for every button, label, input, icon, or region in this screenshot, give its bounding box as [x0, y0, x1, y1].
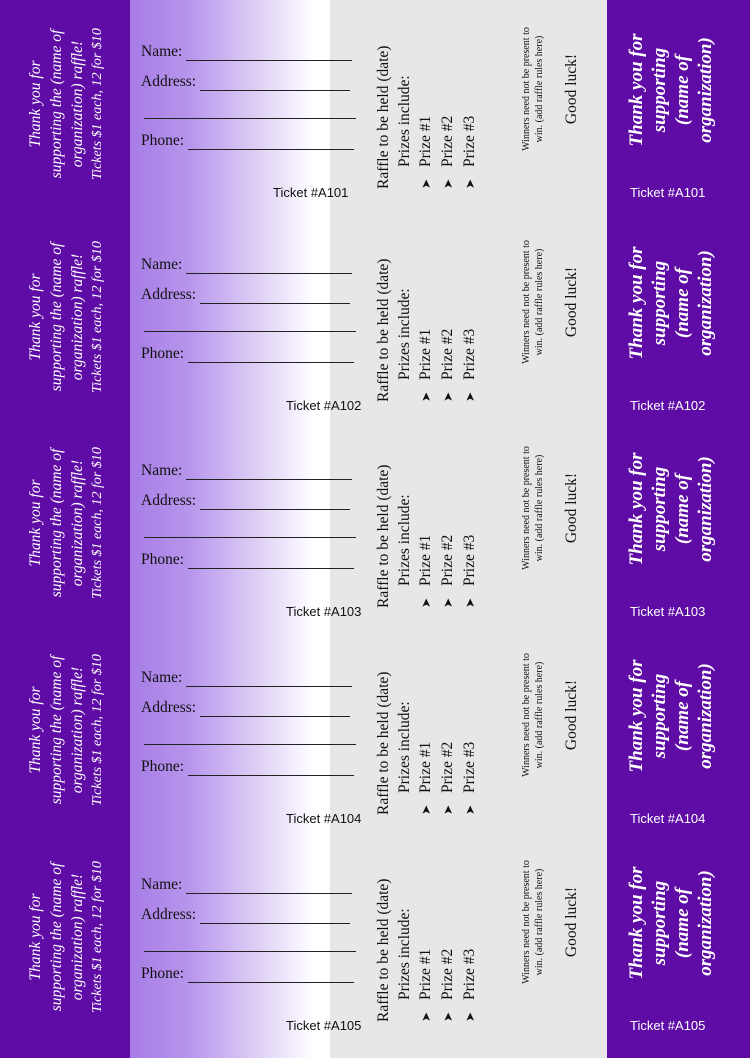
phone-line	[188, 981, 354, 983]
stub-line-1: Thank you for	[26, 479, 44, 567]
prize-item: ➤Prize #1	[415, 742, 437, 815]
stub-line-4: Tickets $1 each, 12 for $10	[89, 241, 105, 393]
arrowhead-icon: ➤	[441, 597, 455, 608]
rules-line-1: Winners need not be present to	[521, 860, 532, 984]
org-line-2: supporting	[649, 260, 670, 346]
phone-label: Phone:	[141, 551, 185, 568]
name-field[interactable]	[141, 462, 352, 480]
thank-you-message	[621, 636, 721, 796]
phone-line	[188, 148, 354, 150]
org-line-1: Thank you for	[626, 33, 647, 147]
address-line	[200, 922, 350, 924]
stub-message	[12, 640, 120, 820]
arrowhead-icon: ➤	[463, 597, 477, 608]
org-line-1: Thank you for	[626, 866, 647, 980]
address-line-2[interactable]	[144, 331, 356, 332]
raffle-ticket	[0, 419, 750, 626]
arrowhead-icon: ➤	[441, 1011, 455, 1022]
stub-message	[12, 847, 120, 1027]
prize-item: ➤Prize #2	[437, 949, 459, 1022]
stub-line-4: Tickets $1 each, 12 for $10	[89, 861, 105, 1013]
org-line-2: supporting	[649, 880, 670, 966]
address-field[interactable]	[141, 73, 350, 91]
prize-item: ➤Prize #2	[437, 535, 459, 608]
prize-item: ➤Prize #3	[459, 329, 481, 402]
address-line	[200, 715, 350, 717]
phone-field[interactable]	[141, 345, 354, 363]
name-field[interactable]	[141, 669, 352, 687]
org-line-3: (name of	[672, 887, 693, 959]
raffle-rules	[517, 423, 549, 593]
raffle-held: Raffle to be held (date)	[375, 671, 392, 815]
prize-item: ➤Prize #1	[415, 329, 437, 402]
ticket-number-right: Ticket #A103	[630, 604, 706, 619]
rules-line-1: Winners need not be present to	[521, 27, 532, 151]
address-label: Address:	[141, 699, 197, 716]
phone-field[interactable]	[141, 132, 354, 150]
arrowhead-icon: ➤	[441, 804, 455, 815]
address-label: Address:	[141, 286, 197, 303]
stub-line-1: Thank you for	[26, 60, 44, 148]
stub-line-4: Tickets $1 each, 12 for $10	[89, 654, 105, 806]
raffle-rules	[517, 4, 549, 174]
prizes-include: Prizes include:	[396, 75, 413, 167]
raffle-held: Raffle to be held (date)	[375, 464, 392, 608]
phone-label: Phone:	[141, 965, 185, 982]
stub-line-3: organization) raffle!	[68, 253, 86, 381]
name-field[interactable]	[141, 256, 352, 274]
rules-line-1: Winners need not be present to	[521, 240, 532, 364]
raffle-held: Raffle to be held (date)	[375, 258, 392, 402]
raffle-info	[372, 854, 482, 1022]
arrowhead-icon: ➤	[419, 391, 433, 402]
org-line-4: organization)	[695, 870, 716, 976]
raffle-info	[372, 647, 482, 815]
arrowhead-icon: ➤	[463, 804, 477, 815]
name-line	[186, 685, 352, 687]
raffle-rules	[517, 217, 549, 387]
stub-line-2: supporting the (name of	[47, 242, 65, 392]
org-line-3: (name of	[672, 473, 693, 545]
prize-item: ➤Prize #1	[415, 949, 437, 1022]
address-label: Address:	[141, 906, 197, 923]
raffle-held: Raffle to be held (date)	[375, 45, 392, 189]
org-line-3: (name of	[672, 54, 693, 126]
arrowhead-icon: ➤	[463, 391, 477, 402]
address-line-2[interactable]	[144, 118, 356, 119]
org-line-3: (name of	[672, 680, 693, 752]
arrowhead-icon: ➤	[441, 391, 455, 402]
stub-line-2: supporting the (name of	[47, 29, 65, 179]
raffle-held: Raffle to be held (date)	[375, 878, 392, 1022]
thank-you-message	[621, 843, 721, 1003]
rules-line-2: win. (add raffle rules here)	[534, 35, 545, 143]
phone-label: Phone:	[141, 758, 185, 775]
org-line-1: Thank you for	[626, 452, 647, 566]
thank-you-message	[621, 223, 721, 383]
name-label: Name:	[141, 43, 183, 60]
org-line-1: Thank you for	[626, 659, 647, 773]
prize-item: ➤Prize #3	[459, 949, 481, 1022]
good-luck: Good luck!	[563, 679, 580, 751]
raffle-info	[372, 440, 482, 608]
ticket-number-left: Ticket #A101	[273, 185, 349, 200]
stub-message	[12, 227, 120, 407]
ticket-number-right: Ticket #A104	[630, 811, 706, 826]
phone-field[interactable]	[141, 965, 354, 983]
phone-line	[188, 361, 354, 363]
raffle-ticket	[0, 213, 750, 420]
ticket-number-right: Ticket #A102	[630, 398, 706, 413]
prize-item: ➤Prize #2	[437, 742, 459, 815]
prize-item: ➤Prize #1	[415, 535, 437, 608]
stub-line-1: Thank you for	[26, 273, 44, 361]
raffle-info	[372, 21, 482, 189]
good-luck: Good luck!	[563, 472, 580, 544]
name-field[interactable]	[141, 43, 352, 61]
address-label: Address:	[141, 492, 197, 509]
arrowhead-icon: ➤	[463, 1011, 477, 1022]
raffle-rules	[517, 630, 549, 800]
prize-item: ➤Prize #2	[437, 116, 459, 189]
phone-line	[188, 567, 354, 569]
prizes-include: Prizes include:	[396, 908, 413, 1000]
rules-line-2: win. (add raffle rules here)	[534, 248, 545, 356]
rules-line-2: win. (add raffle rules here)	[534, 661, 545, 769]
rules-line-2: win. (add raffle rules here)	[534, 868, 545, 976]
address-line-2[interactable]	[144, 744, 356, 745]
rules-line-2: win. (add raffle rules here)	[534, 454, 545, 562]
prizes-include: Prizes include:	[396, 494, 413, 586]
stub-line-1: Thank you for	[26, 686, 44, 774]
raffle-info	[372, 234, 482, 402]
stub-line-2: supporting the (name of	[47, 655, 65, 805]
name-line	[186, 272, 352, 274]
name-line	[186, 59, 352, 61]
prize-item: ➤Prize #2	[437, 329, 459, 402]
address-field[interactable]	[141, 906, 350, 924]
rules-line-1: Winners need not be present to	[521, 653, 532, 777]
name-line	[186, 892, 352, 894]
arrowhead-icon: ➤	[463, 178, 477, 189]
rules-line-1: Winners need not be present to	[521, 446, 532, 570]
arrowhead-icon: ➤	[419, 1011, 433, 1022]
phone-label: Phone:	[141, 132, 185, 149]
arrowhead-icon: ➤	[419, 178, 433, 189]
good-luck: Good luck!	[563, 53, 580, 125]
org-line-2: supporting	[649, 673, 670, 759]
address-line	[200, 508, 350, 510]
address-field[interactable]	[141, 699, 350, 717]
phone-line	[188, 774, 354, 776]
ticket-number-left: Ticket #A105	[286, 1018, 362, 1033]
stub-line-4: Tickets $1 each, 12 for $10	[89, 447, 105, 599]
address-line	[200, 89, 350, 91]
name-label: Name:	[141, 876, 183, 893]
name-label: Name:	[141, 462, 183, 479]
thank-you-message	[621, 10, 721, 170]
stub-message	[12, 14, 120, 194]
stub-line-2: supporting the (name of	[47, 862, 65, 1012]
org-line-4: organization)	[695, 37, 716, 143]
address-field[interactable]	[141, 492, 350, 510]
good-luck: Good luck!	[563, 886, 580, 958]
address-line	[200, 302, 350, 304]
prize-item: ➤Prize #3	[459, 116, 481, 189]
org-line-3: (name of	[672, 267, 693, 339]
arrowhead-icon: ➤	[419, 597, 433, 608]
arrowhead-icon: ➤	[419, 804, 433, 815]
stub-line-3: organization) raffle!	[68, 873, 86, 1001]
address-line-2[interactable]	[144, 537, 356, 538]
stub-line-3: organization) raffle!	[68, 40, 86, 168]
stub-line-4: Tickets $1 each, 12 for $10	[89, 28, 105, 180]
address-field[interactable]	[141, 286, 350, 304]
raffle-rules	[517, 837, 549, 1007]
stub-line-2: supporting the (name of	[47, 448, 65, 598]
phone-label: Phone:	[141, 345, 185, 362]
name-label: Name:	[141, 256, 183, 273]
stub-line-3: organization) raffle!	[68, 666, 86, 794]
org-line-2: supporting	[649, 466, 670, 552]
address-line-2[interactable]	[144, 951, 356, 952]
ticket-number-left: Ticket #A103	[286, 604, 362, 619]
name-line	[186, 478, 352, 480]
arrowhead-icon: ➤	[441, 178, 455, 189]
phone-field[interactable]	[141, 551, 354, 569]
name-label: Name:	[141, 669, 183, 686]
ticket-number-right: Ticket #A105	[630, 1018, 706, 1033]
phone-field[interactable]	[141, 758, 354, 776]
ticket-number-left: Ticket #A104	[286, 811, 362, 826]
prize-item: ➤Prize #3	[459, 535, 481, 608]
org-line-4: organization)	[695, 250, 716, 356]
org-line-4: organization)	[695, 456, 716, 562]
raffle-ticket	[0, 833, 750, 1040]
good-luck: Good luck!	[563, 266, 580, 338]
raffle-ticket	[0, 626, 750, 833]
prizes-include: Prizes include:	[396, 288, 413, 380]
org-line-4: organization)	[695, 663, 716, 769]
org-line-2: supporting	[649, 47, 670, 133]
ticket-number-left: Ticket #A102	[286, 398, 362, 413]
address-label: Address:	[141, 73, 197, 90]
prize-item: ➤Prize #3	[459, 742, 481, 815]
prizes-include: Prizes include:	[396, 701, 413, 793]
stub-line-1: Thank you for	[26, 893, 44, 981]
org-line-1: Thank you for	[626, 246, 647, 360]
name-field[interactable]	[141, 876, 352, 894]
thank-you-message	[621, 429, 721, 589]
stub-message	[12, 433, 120, 613]
ticket-number-right: Ticket #A101	[630, 185, 706, 200]
raffle-ticket	[0, 0, 750, 207]
prize-item: ➤Prize #1	[415, 116, 437, 189]
stub-line-3: organization) raffle!	[68, 459, 86, 587]
